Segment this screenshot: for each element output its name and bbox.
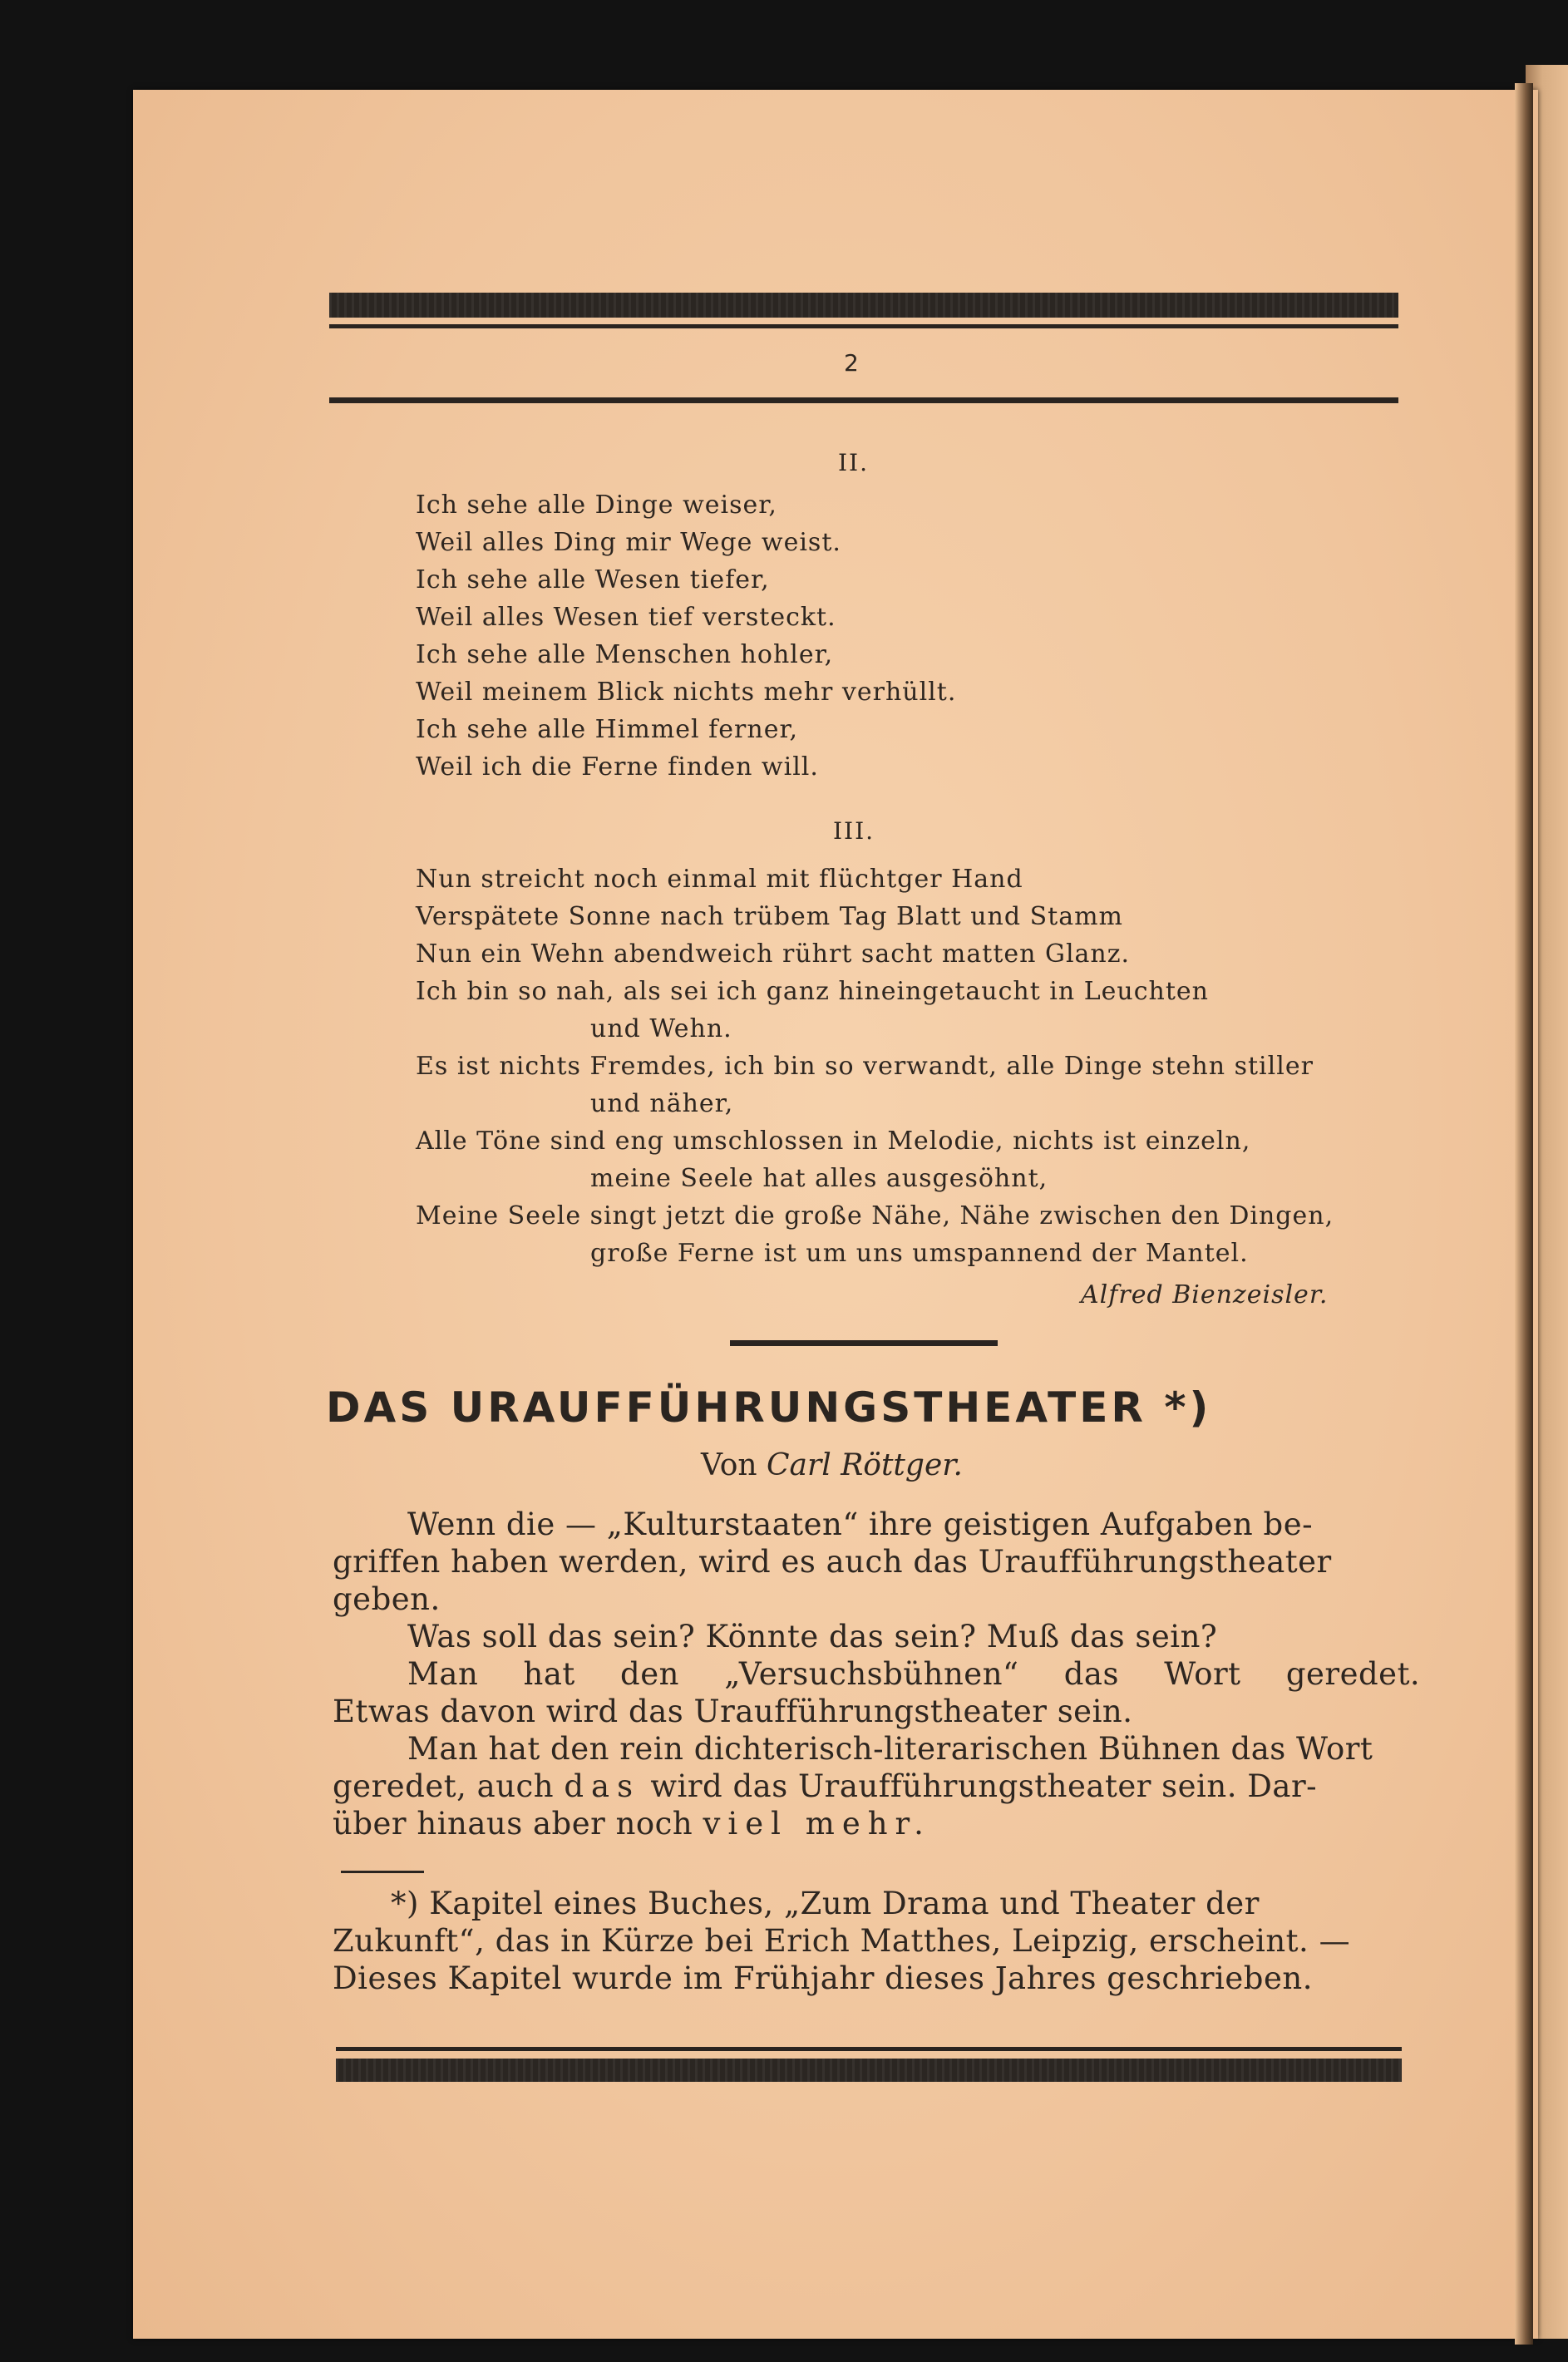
poem-line: Verspätete Sonne nach trübem Tag Blatt und Stamm bbox=[416, 902, 1123, 931]
article-text: geredet, auch bbox=[333, 1768, 555, 1804]
emphasis-viel-mehr: viel mehr. bbox=[703, 1806, 931, 1842]
article-line: Wenn die — „Kulturstaaten“ ihre geistigen Aufgaben be- bbox=[407, 1506, 1314, 1542]
page-number: 2 bbox=[844, 349, 859, 377]
author-name: Carl Röttger. bbox=[767, 1448, 963, 1482]
article-text: über hinaus aber noch bbox=[333, 1806, 693, 1842]
article-line: geben. bbox=[333, 1581, 441, 1617]
emphasis-das: das bbox=[564, 1768, 641, 1804]
poem-line: Weil ich die Ferne finden will. bbox=[416, 752, 819, 782]
poem-line: Ich bin so nah, als sei ich ganz hineingetaucht in Leuchten bbox=[416, 977, 1210, 1006]
article-text: wird das Uraufführungstheater sein. Dar- bbox=[650, 1768, 1318, 1804]
poem-line: Nun streicht noch einmal mit flüchtger Hand bbox=[416, 865, 1023, 894]
article-byline bbox=[701, 1448, 963, 1482]
article-line: Man hat den „Versuchsbühnen“ das Wort geredet. bbox=[407, 1656, 1421, 1692]
poem-line-indent: und Wehn. bbox=[590, 1014, 732, 1043]
article-line: Man hat den rein dichterisch-literarischen Bühnen das Wort bbox=[407, 1731, 1373, 1767]
poem-iii-numeral: III. bbox=[833, 817, 875, 845]
footnote-line: Zukunft“, das in Kürze bei Erich Matthes, Leipzig, erscheint. — bbox=[333, 1923, 1351, 1959]
poem-line-indent: große Ferne ist um uns umspannend der Mantel. bbox=[590, 1239, 1249, 1268]
poem-line: Weil alles Wesen tief versteckt. bbox=[416, 603, 836, 632]
footer-rule bbox=[336, 2047, 1402, 2051]
article-title: DAS URAUFFÜHRUNGSTHEATER *) bbox=[326, 1383, 1212, 1432]
poem-line: Ich sehe alle Himmel ferner, bbox=[416, 715, 799, 744]
article-line: griffen haben werden, wird es auch das Uraufführungstheater bbox=[333, 1544, 1332, 1580]
header-underline bbox=[329, 397, 1398, 403]
poem-line: Alle Töne sind eng umschlossen in Melodie, nichts ist einzeln, bbox=[416, 1127, 1251, 1156]
article-line: Etwas davon wird das Uraufführungstheater sein. bbox=[333, 1694, 1133, 1729]
article-line bbox=[333, 1768, 1317, 1804]
poem-ii-numeral: II. bbox=[838, 449, 870, 476]
poem-line: Meine Seele singt jetzt die große Nähe, Nähe zwischen den Dingen, bbox=[416, 1201, 1334, 1230]
poem-line: Ich sehe alle Dinge weiser, bbox=[416, 491, 777, 520]
poem-line-indent: meine Seele hat alles ausgesöhnt, bbox=[590, 1164, 1048, 1193]
article-line: Was soll das sein? Könnte das sein? Muß das sein? bbox=[407, 1619, 1218, 1654]
poem-line: Es ist nichts Fremdes, ich bin so verwandt, alle Dinge stehn stiller bbox=[416, 1052, 1314, 1081]
poem-line-indent: und näher, bbox=[590, 1089, 734, 1118]
footnote-rule bbox=[341, 1871, 424, 1873]
footer-bar bbox=[336, 2059, 1402, 2082]
header-bar bbox=[329, 293, 1398, 318]
footnote-line: Dieses Kapitel wurde im Frühjahr dieses Jahres geschrieben. bbox=[333, 1960, 1313, 1996]
footnote-line: *) Kapitel eines Buches, „Zum Drama und Theater der bbox=[391, 1886, 1260, 1921]
header-rule bbox=[329, 324, 1398, 328]
article-line bbox=[333, 1806, 931, 1842]
book-gutter bbox=[1515, 83, 1533, 2345]
section-divider bbox=[730, 1340, 998, 1346]
poem-line: Ich sehe alle Menschen hohler, bbox=[416, 640, 834, 669]
poem-signature: Alfred Bienzeisler. bbox=[1081, 1280, 1329, 1309]
poem-line: Ich sehe alle Wesen tiefer, bbox=[416, 565, 770, 594]
byline-prefix: Von bbox=[701, 1448, 757, 1482]
poem-line: Weil alles Ding mir Wege weist. bbox=[416, 528, 841, 557]
poem-line: Nun ein Wehn abendweich rührt sacht matten Glanz. bbox=[416, 939, 1131, 969]
poem-line: Weil meinem Blick nichts mehr verhüllt. bbox=[416, 678, 957, 707]
